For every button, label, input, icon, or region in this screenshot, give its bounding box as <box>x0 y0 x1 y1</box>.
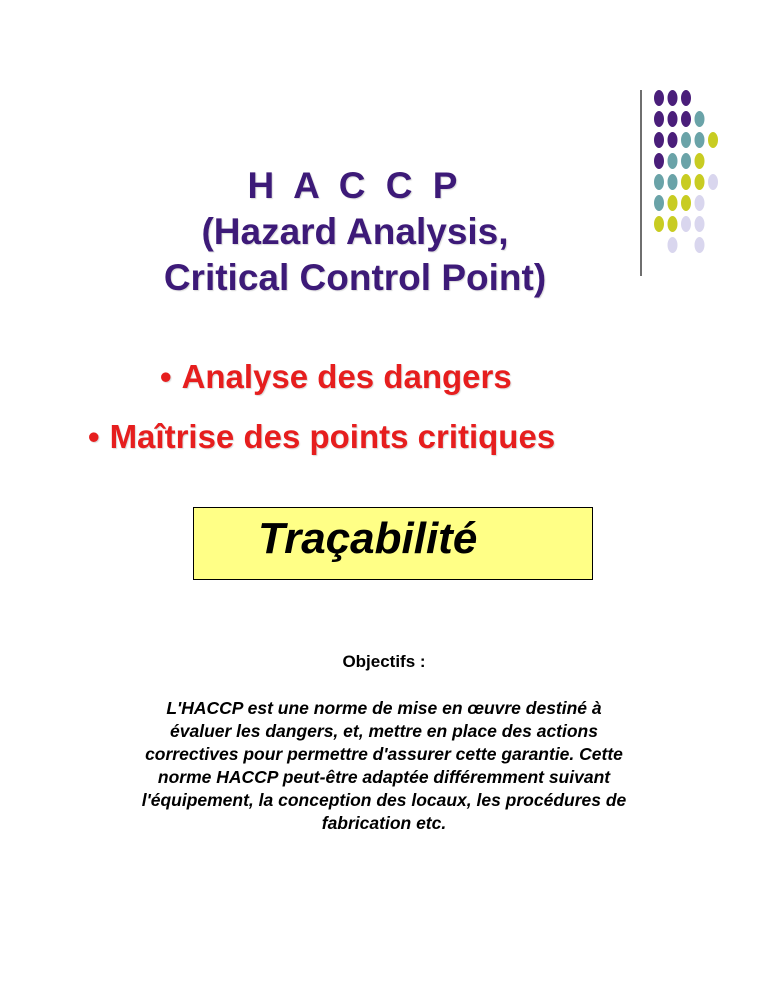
decorative-dot <box>668 90 678 106</box>
decorative-dot <box>654 90 664 106</box>
bullet-label: Maîtrise des points critiques <box>109 418 556 455</box>
paragraph-line: correctives pour permettre d'assurer cette garantie. Cette <box>145 744 623 764</box>
decorative-dot <box>654 216 664 232</box>
decorative-dot <box>668 216 678 232</box>
title-line-control: Critical Control Point) <box>163 257 547 298</box>
decorative-dot <box>681 90 691 106</box>
decorative-dot <box>654 195 664 211</box>
decorative-dot <box>654 153 664 169</box>
decorative-dot <box>668 111 678 127</box>
decorative-dot <box>668 195 678 211</box>
decorative-dot <box>668 153 678 169</box>
decorative-dot <box>668 132 678 148</box>
objectifs-paragraph <box>68 697 700 835</box>
paragraph-line: évaluer les dangers, et, mettre en place des actions <box>170 721 598 741</box>
decorative-dot <box>695 195 705 211</box>
decorative-dot <box>708 132 718 148</box>
decorative-dot <box>695 174 705 190</box>
bullet-dot-icon: • <box>160 358 172 395</box>
decorative-divider <box>640 90 642 276</box>
paragraph-line: norme HACCP peut-être adaptée différemment suivant <box>157 767 611 787</box>
paragraph-line: L'HACCP est une norme de mise en œuvre destiné à <box>166 698 602 718</box>
decorative-dot <box>668 237 678 253</box>
decorative-dot <box>681 132 691 148</box>
decorative-dot <box>695 237 705 253</box>
decorative-dot <box>695 111 705 127</box>
title-acronym: H A C C P <box>247 165 463 206</box>
decorative-dot <box>695 216 705 232</box>
decorative-dot <box>695 132 705 148</box>
paragraph-line: l'équipement, la conception des locaux, les procédures de <box>141 790 627 810</box>
tracabilite-label: Traçabilité <box>258 514 478 563</box>
decorative-dot <box>681 216 691 232</box>
bullet-item-maitrise <box>88 418 555 456</box>
decorative-dot-grid <box>651 89 731 259</box>
objectifs-heading: Objectifs : <box>342 652 426 671</box>
decorative-dot <box>654 174 664 190</box>
decorative-dot <box>681 195 691 211</box>
decorative-dot <box>681 153 691 169</box>
decorative-dot <box>654 111 664 127</box>
decorative-dot <box>668 174 678 190</box>
decorative-dot <box>708 174 718 190</box>
decorative-dot <box>695 153 705 169</box>
decorative-dot <box>654 132 664 148</box>
paragraph-line: fabrication etc. <box>321 813 447 833</box>
decorative-dot <box>681 111 691 127</box>
tracabilite-box <box>193 507 593 580</box>
page-title <box>60 163 650 301</box>
bullet-item-analyse <box>160 358 512 396</box>
bullet-label: Analyse des dangers <box>181 358 512 395</box>
bullet-dot-icon: • <box>88 418 100 455</box>
decorative-dot <box>681 174 691 190</box>
title-line-hazard: (Hazard Analysis, <box>201 211 509 252</box>
